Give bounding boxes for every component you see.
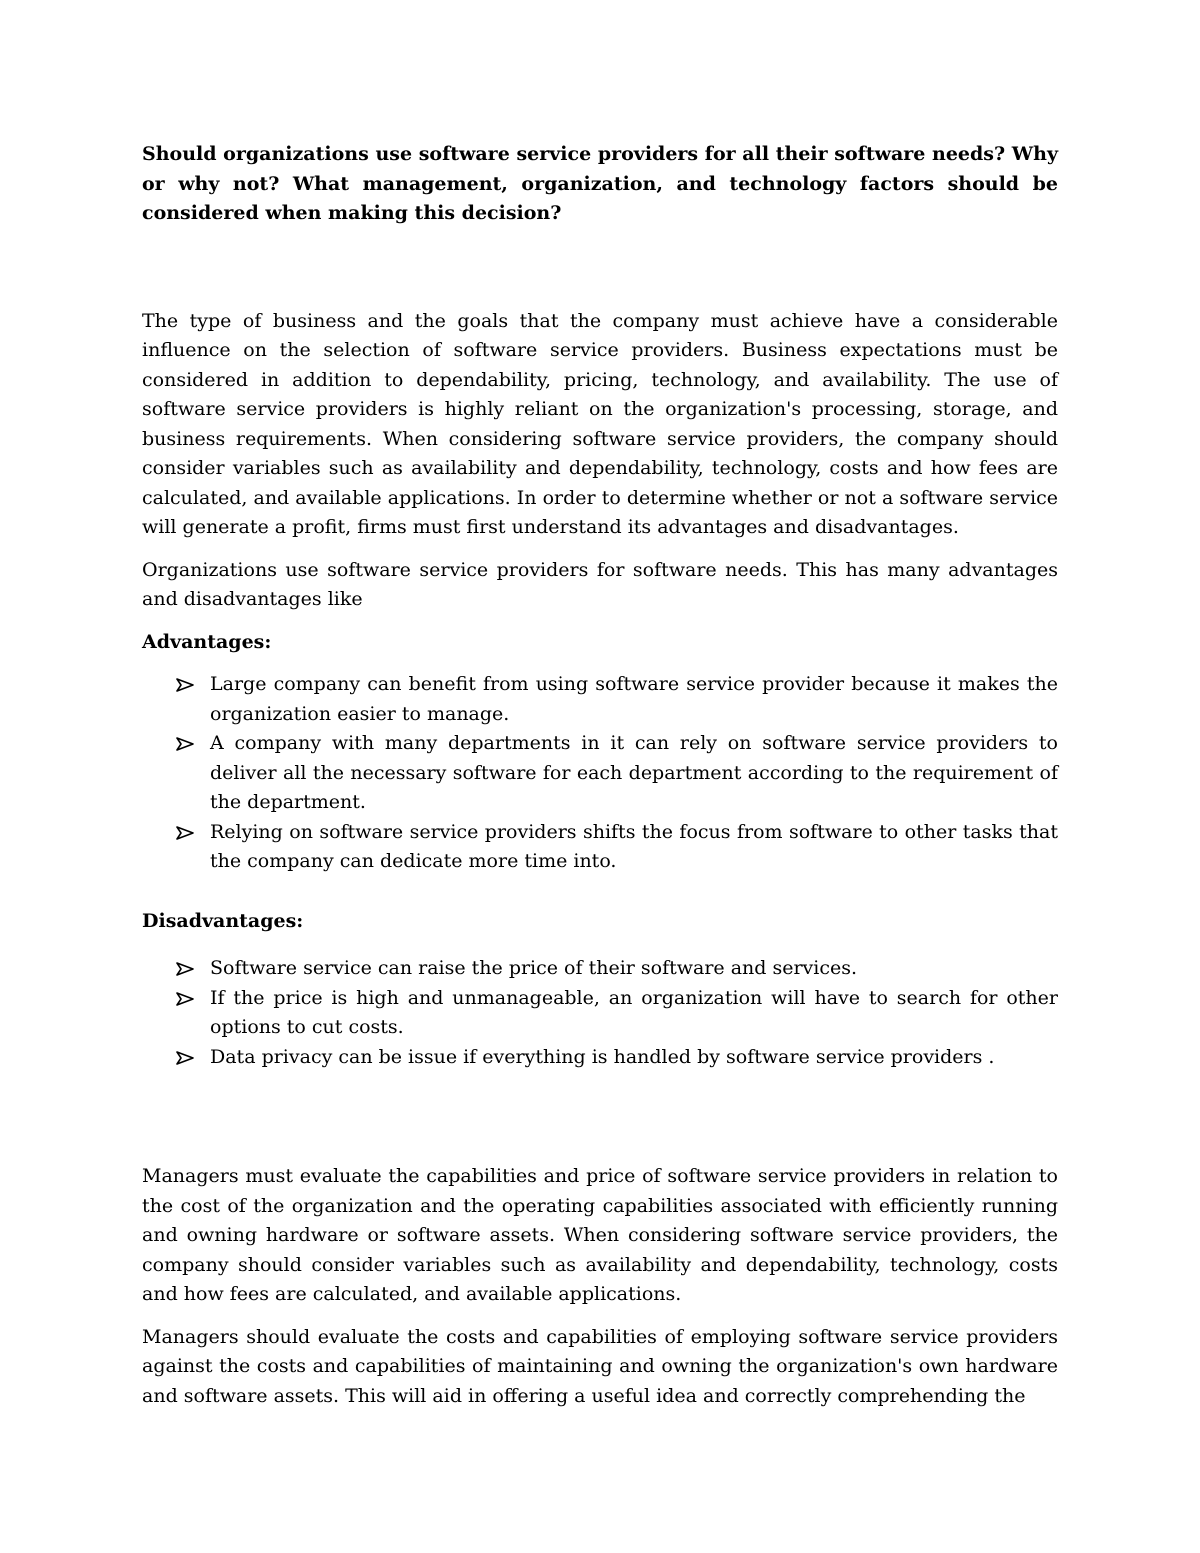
- advantages-list: [142, 670, 1058, 877]
- list-item-text: Data privacy can be issue if everything is handled by software service providers .: [210, 1045, 995, 1068]
- list-item-text: A company with many departments in it can rely on software service providers to deliver all the necessary software for each department according to the requirement of the department.: [210, 732, 1058, 813]
- list-item: [142, 1043, 1058, 1073]
- arrowhead-bullet-icon: [176, 1051, 194, 1065]
- arrowhead-bullet-icon: [176, 826, 194, 840]
- list-item-text: Relying on software service providers shifts the focus from software to other tasks that the company can dedicate more time into.: [210, 820, 1058, 872]
- arrowhead-bullet-icon: [176, 992, 194, 1006]
- list-item: [142, 670, 1058, 729]
- arrowhead-bullet-icon: [176, 962, 194, 976]
- list-item-text: If the price is high and unmanageable, an organization will have to search for other options to cut costs.: [210, 986, 1058, 1038]
- disadvantages-list: [142, 954, 1058, 1072]
- document-page: [142, 140, 1058, 1424]
- disadvantages-heading: Disadvantages:: [142, 909, 304, 932]
- managers-costs-paragraph: Managers should evaluate the costs and capabilities of employing software service providers against the costs and capabilities of maintaining and owning the organization's own hardware and software assets. This will aid in offering a useful idea and correctly comprehending the: [142, 1325, 1058, 1407]
- list-item: [142, 818, 1058, 877]
- arrowhead-bullet-icon: [176, 737, 194, 751]
- list-item-text: Software service can raise the price of their software and services.: [210, 957, 858, 979]
- managers-evaluate-paragraph: Managers must evaluate the capabilities and price of software service providers in relation to the cost of the organization and the operating capabilities associated with efficiently running and owning hardware or software assets. When considering software service providers, the company should consider variables such as availability and dependability, technology, costs and how fees are calculated, and available applications.: [142, 1165, 1058, 1305]
- intro-paragraph: The type of business and the goals that the company must achieve have a considerable influence on the selection of software service providers. Business expectations must be considered in addition to dependability, pricing, technology, and availability. The use of software service providers is highly reliant on the organization's processing, storage, and business requirements. When considering software service providers, the company should consider variables such as availability and dependability, technology, costs and how fees are calculated, and available applications. In order to determine whether or not a software service will generate a profit, firms must first understand its advantages and disadvantages.: [142, 309, 1058, 538]
- list-item: [142, 954, 1058, 984]
- section-spacer: [142, 1102, 1058, 1162]
- list-item-text: Large company can benefit from using software service provider because it makes the organization easier to manage.: [210, 673, 1058, 725]
- transition-paragraph: Organizations use software service providers for software needs. This has many advantages and disadvantages like: [142, 558, 1058, 610]
- question-heading: Should organizations use software service providers for all their software needs? Why or why not? What management, organization, and technology factors should be considered when making this decision?: [142, 143, 1058, 224]
- arrowhead-bullet-icon: [176, 678, 194, 692]
- list-item: [142, 729, 1058, 818]
- advantages-heading: Advantages:: [142, 630, 272, 653]
- list-item: [142, 984, 1058, 1043]
